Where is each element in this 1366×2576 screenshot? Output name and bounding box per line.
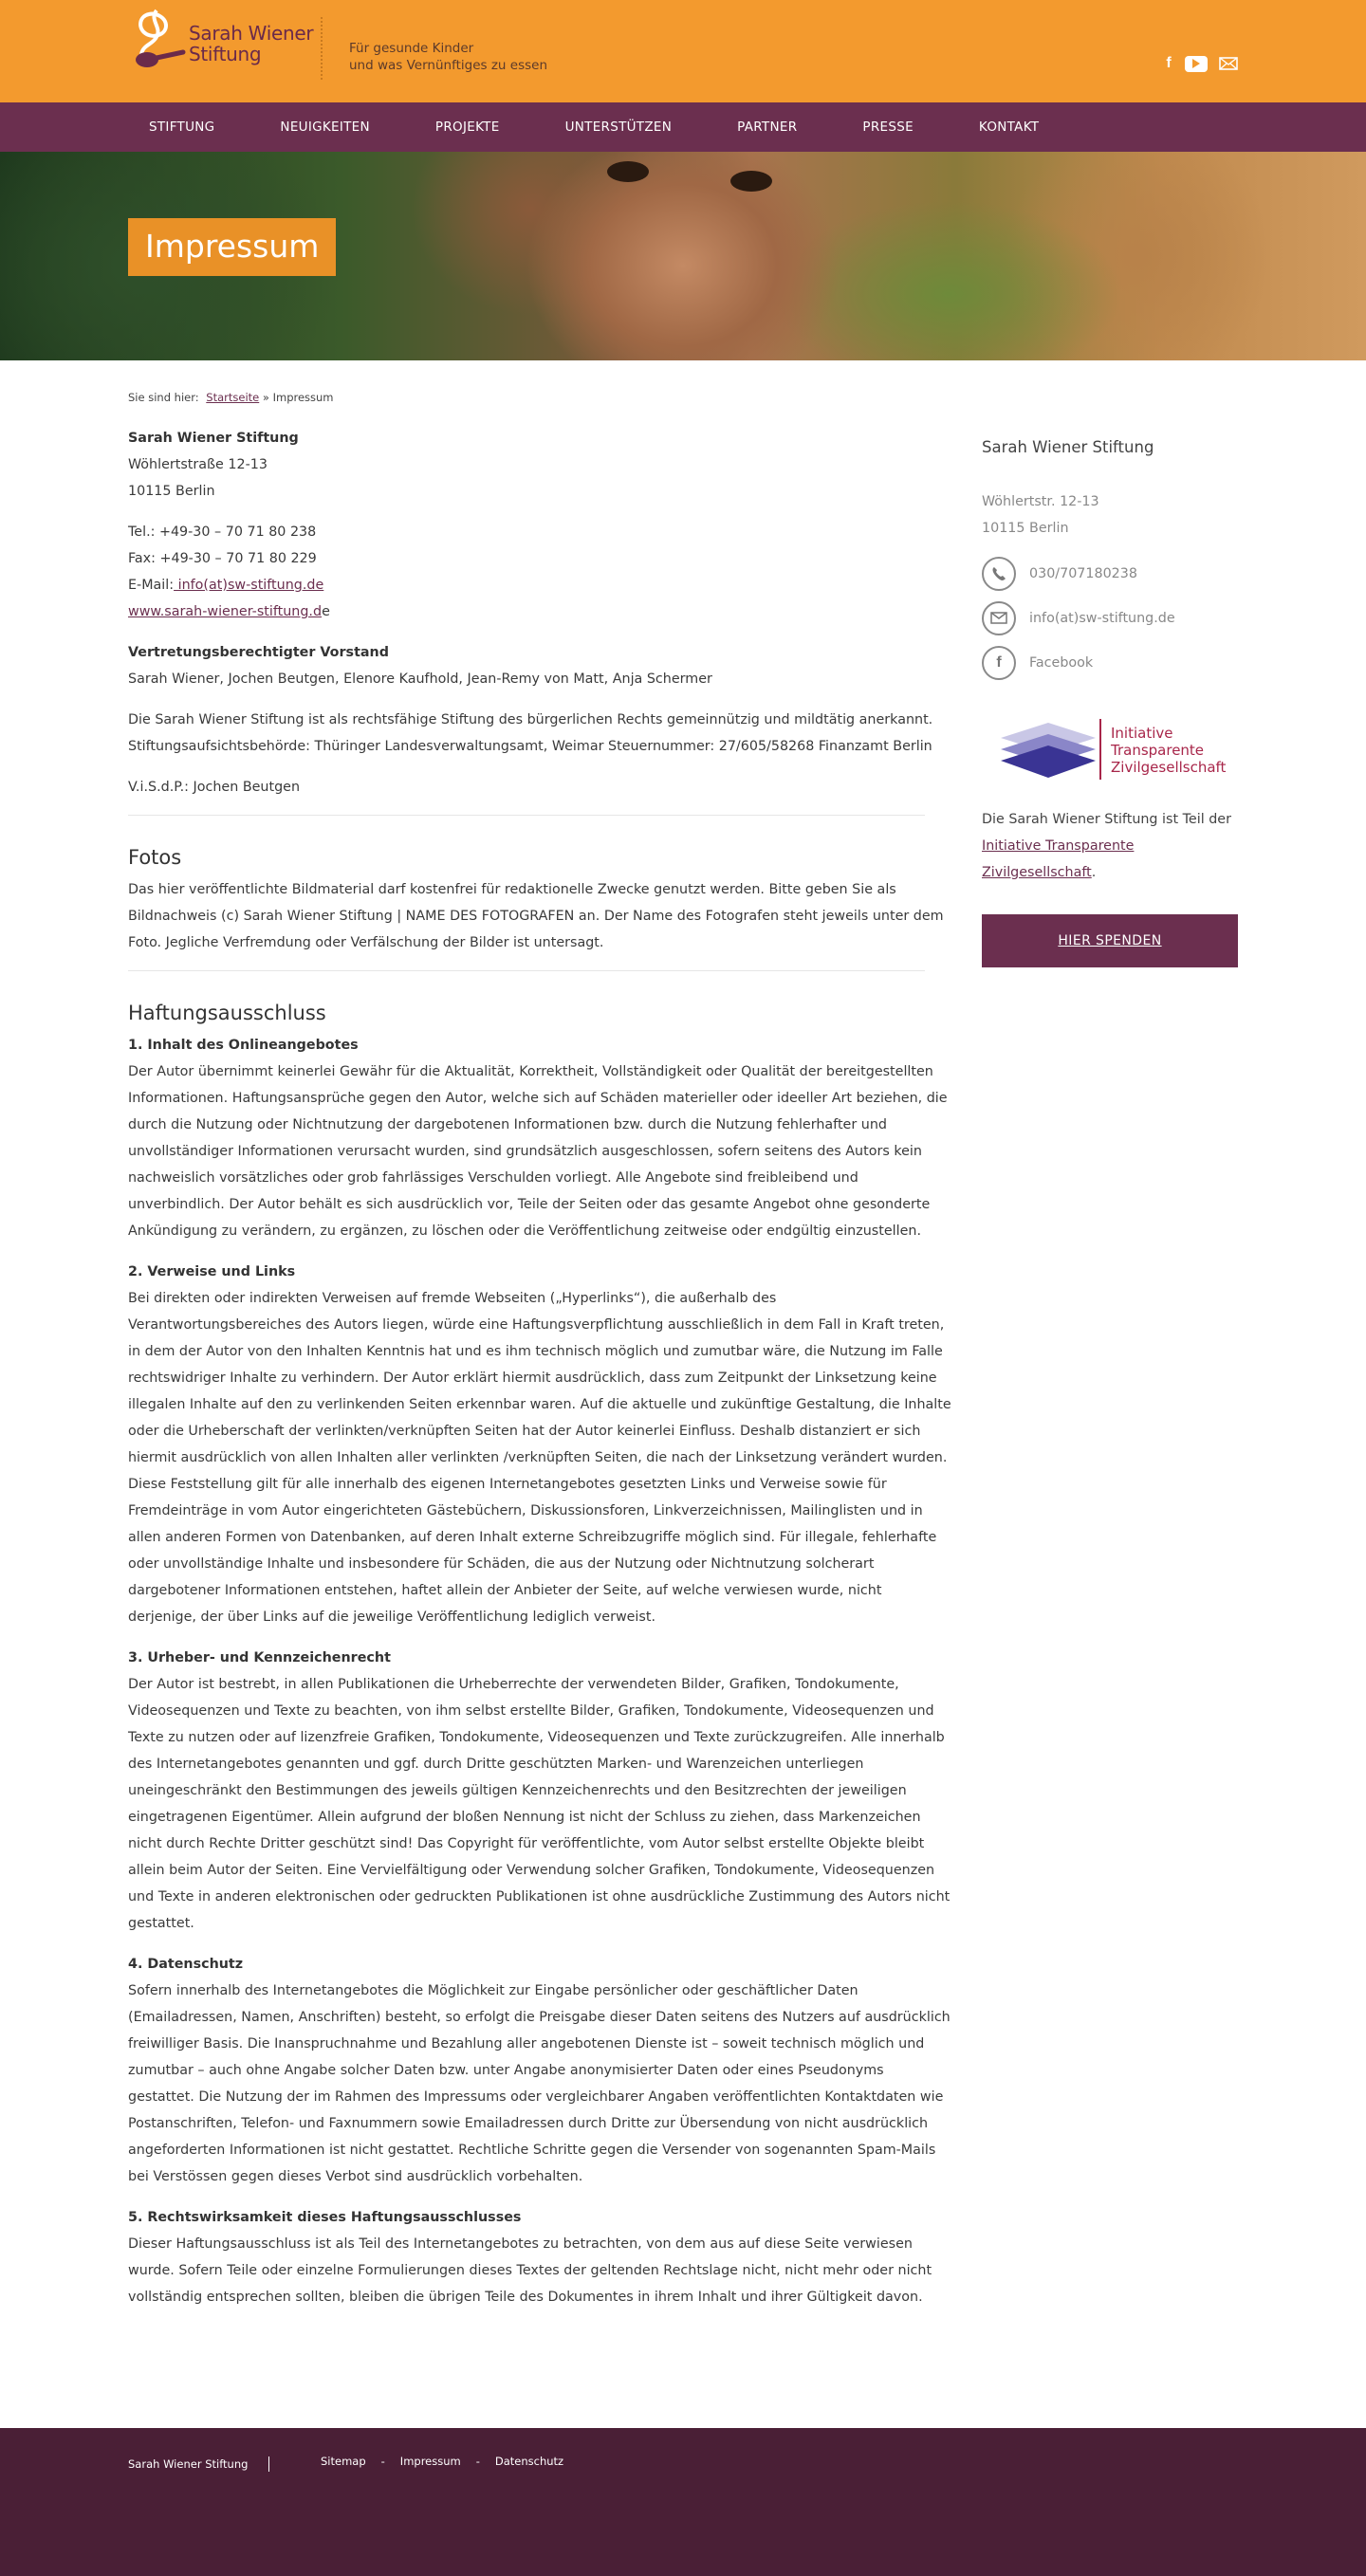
sidebar-phone-row[interactable] [982,551,1238,596]
sidebar-facebook-row[interactable] [982,640,1238,685]
section-4-title: 4. Datenschutz [128,1957,244,1972]
address-block [128,425,953,505]
note-prefix: Die Sarah Wiener Stiftung ist Teil der [982,812,1231,827]
hero-image-detail [730,171,772,192]
donate-button[interactable]: HIER SPENDEN [982,914,1238,967]
footer-link-sitemap[interactable]: Sitemap [321,2455,366,2468]
footer-link-datenschutz[interactable]: Datenschutz [494,2455,564,2468]
main-nav [0,102,1366,152]
sidebar-title: Sarah Wiener Stiftung [982,438,1154,456]
nav-item-stiftung[interactable]: STIFTUNG [149,120,215,135]
legal-line-2: Stiftungsaufsichtsbehörde: Thüringer Landesverwaltungsamt, Weimar Steuernummer: 27/605/58268 Finanzamt Berlin [128,739,932,754]
section-2-text: Bei direkten oder indirekten Verweisen auf fremde Webseiten („Hyperlinks“), die außerhalb des Verantwortungsbereiches des Autors liegen, würde eine Haftungsverpflichtung ausschließlich in dem Fall in Kraft treten, in dem der Autor von den Inhalten Kenntnis hat und es ihm technisch möglich und zumutbar wäre, die Nutzung im Falle rechtswidriger Inhalte zu verhindern. Der Autor erklärt hiermit ausdrücklich, dass zum Zeitpunkt der Linksetzung keine illegalen Inhalte auf den zu verlinkenden Seiten erkennbar waren. Auf die aktuelle und zukünftige Gestaltung, die Inhalte oder die Urheberschaft der verlinkten/verknüpften Seiten hat der Autor keinerlei Einfluss. Deshalb distanziert er sich hiermit ausdrücklich von allen Inhalten aller verlinkten /verknüpften Seiten, die nach der Linksetzung verändert wurden. Diese Feststellung gilt für alle innerhalb des eigenen Internetangebotes gesetzten Links und Verweise sowie für Fremdeinträge in vom Autor eingerichteten Gästebüchern, Diskussionsforen, Linkverzeichnissen, Mailinglisten und in allen anderen Formen von Datenbanken, auf deren Inhalt externe Schreibzugriffe möglich sind. Für illegale, fehlerhafte oder unvollständige Inhalte und insbesondere für Schäden, die aus der Nutzung oder Nichtnutzung solcherart dargebotener Informationen entstehen, haftet allein der Anbieter der Seite, auf welche verwiesen wurde, nicht derjenige, der über Links auf die jeweilige Veröffentlichung lediglich verweist. [128,1291,951,1625]
divider [128,970,925,971]
section-2-title: 2. Verweise und Links [128,1264,296,1279]
breadcrumb [128,391,334,404]
legal-line-1: Die Sarah Wiener Stiftung ist als rechtsfähige Stiftung des bürgerlichen Rechts gemeinnützig und mildtätig anerkannt. [128,712,933,727]
section-5-title: 5. Rechtswirksamkeit dieses Haftungsausschlusses [128,2210,522,2225]
board-members: Sarah Wiener, Jochen Beutgen, Elenore Kaufhold, Jean-Remy von Matt, Anja Schermer [128,672,712,687]
page-title: Impressum [128,218,336,276]
social-links [1164,55,1238,72]
nav-item-projekte[interactable]: PROJEKTE [434,120,500,135]
org-street: Wöhlertstraße 12-13 [128,457,268,472]
sidebar-street: Wöhlertstr. 12-13 [982,494,1099,509]
nav-item-neuigkeiten[interactable]: NEUIGKEITEN [280,120,370,135]
facebook-icon[interactable]: f [1166,55,1172,71]
sidebar-email: info(at)sw-stiftung.de [1029,610,1175,626]
nav-item-unterstuetzen[interactable]: UNTERSTÜTZEN [564,120,673,135]
fax-line: Fax: +49-30 – 70 71 80 229 [128,551,317,566]
youtube-icon[interactable] [1185,56,1208,72]
sidebar [982,438,1238,967]
section-5-text: Dieser Haftungsausschluss ist als Teil des Internetangebotes zu betrachten, von dem aus auf diese Seite verwiesen wurde. Sofern Teile oder einzelne Formulierungen dieses Textes der geltenden Rechtslage nicht, nicht mehr oder nicht vollständig entsprechen sollten, bleiben die übrigen Teile des Dokumentes in ihrem Inhalt und ihrer Gültigkeit davon. [128,2236,932,2305]
sidebar-address [982,488,1238,542]
photos-text: Das hier veröffentlichte Bildmaterial darf kostenfrei für redaktionelle Zwecke genutzt werden. Bitte geben Sie als Bildnachweis (c) Sarah Wiener Stiftung | NAME DES FOTOGRAFEN an. Der Name des Fotografen steht jeweils unter dem Foto. Jegliche Verfremdung oder Verfälschung der Bilder ist untersagt. [128,882,944,950]
site-logo[interactable] [128,6,318,82]
site-tagline [321,17,547,80]
sidebar-facebook: Facebook [1029,654,1094,671]
itz-logo[interactable] [982,719,1238,789]
footer-links [321,2455,563,2468]
breadcrumb-home-link[interactable]: Startseite [206,391,260,404]
itz-line-2: Transparente [1111,742,1205,759]
logo-spoon-icon [128,7,187,81]
board-block [128,639,953,692]
itz-layers-icon [991,719,1105,785]
legal-block [128,707,953,760]
phone-icon [982,557,1016,591]
section-3-text: Der Autor ist bestrebt, in allen Publikationen die Urheberrechte der verwendeten Bilder, Grafiken, Tondokumente, Videosequenzen und Texte zu beachten, von ihm selbst erstellte Bilder, Grafiken, Tondokumente, Videosequenzen und Texte zu nutzen oder auf lizenzfreie Grafiken, Tondokumente, Videosequenzen und Texte zurückzugreifen. Alle innerhalb des Internetangebotes genannten und ggf. durch Dritte geschützten Marken- und Warenzeichen unterliegen uneingeschränkt den Bestimmungen des jeweils gültigen Kennzeichenrechts und den Besitzrechten der jeweiligen eingetragenen Eigentümer. Allein aufgrund der bloßen Nennung ist nicht der Schluss zu ziehen, dass Markenzeichen nicht durch Rechte Dritter geschützt sind! Das Copyright für veröffentlichte, vom Autor selbst erstellte Objekte bleibt allein beim Autor der Seiten. Eine Vervielfältigung oder Verwendung solcher Grafiken, Tondokumente, Videosequenzen und Texte in anderen elektronischen oder gedruckten Publikationen ist ohne ausdrückliche Zustimmung des Autors nicht gestattet. [128,1677,951,1931]
section-3-title: 3. Urheber- und Kennzeichenrecht [128,1650,391,1665]
sidebar-phone: 030/707180238 [1029,565,1137,581]
site-header [0,0,1366,102]
contact-block [128,519,953,625]
email-label: E-Mail: [128,578,175,593]
visdp: V.i.S.d.P.: Jochen Beutgen [128,780,301,795]
nav-item-kontakt[interactable]: KONTAKT [978,120,1040,135]
nav-item-presse[interactable]: PRESSE [862,120,914,135]
itz-text [1111,725,1226,776]
board-heading: Vertretungsberechtigter Vorstand [128,645,389,660]
breadcrumb-prefix: Sie sind hier: [128,391,199,404]
section-4-text: Sofern innerhalb des Internetangebotes die Möglichkeit zur Eingabe persönlicher oder geschäftlicher Daten (Emailadressen, Namen, Anschriften) besteht, so erfolgt die Preisgabe dieser Daten seitens des Nutzers auf ausdrücklich freiwilliger Basis. Die Inanspruchnahme und Bezahlung aller angebotenen Dienste ist – soweit technisch möglich und zumutbar – auch ohne Angabe solcher Daten bzw. unter Angabe anonymisierter Daten oder eines Pseudonyms gestattet. Die Nutzung der im Rahmen des Impressums oder vergleichbarer Angaben veröffentlichten Kontaktdaten wie Postanschriften, Telefon- und Faxnummern sowie Emailadressen durch Dritte zur Übersendung von nicht ausdrücklich angeforderten Informationen ist nicht gestattet. Rechtliche Schritte gegen die Versender von sogenannten Spam-Mails bei Verstössen gegen dieses Verbot sind ausdrücklich vorbehalten. [128,1983,951,2184]
tel-line: Tel.: +49-30 – 70 71 80 238 [128,524,317,540]
mail-icon[interactable] [1219,57,1238,70]
hero-banner [0,152,1366,360]
logo-text [189,23,313,64]
note-suffix: . [1091,865,1097,880]
tagline-line-1: Für gesunde Kinder [349,41,474,56]
sidebar-email-row[interactable] [982,596,1238,640]
website-rest: e [322,604,330,619]
logo-line-1: Sarah Wiener [189,22,314,45]
logo-line-2: Stiftung [189,43,262,65]
site-footer [0,2428,1366,2576]
footer-separator: - [380,2455,385,2468]
section-1-text: Der Autor übernimmt keinerlei Gewähr für die Aktualität, Korrektheit, Vollständigkeit oder Qualität der bereitgestellten Informationen. Haftungsansprüche gegen den Autor, welche sich auf Schäden materieller oder ideeller Art beziehen, die durch die Nutzung oder Nichtnutzung der dargebotenen Informationen bzw. durch die Nutzung fehlerhafter und unvollständiger Informationen verursacht wurden, sind grundsätzlich ausgeschlossen, sofern seitens des Autors kein nachweislich vorsätzliches oder grob fahrlässiges Verschulden vorliegt. Alle Angebote sind freibleibend und unverbindlich. Der Autor behält es sich ausdrücklich vor, Teile der Seiten oder das gesamte Angebot ohne gesonderte Ankündigung zu verändern, zu ergänzen, zu löschen oder die Veröffentlichung zeitweise oder endgültig einzustellen. [128,1064,948,1239]
org-city: 10115 Berlin [128,484,215,499]
breadcrumb-separator: » [262,391,269,404]
hero-image-detail [607,161,649,182]
itz-line-1: Initiative [1111,725,1173,742]
breadcrumb-current: Impressum [272,391,334,404]
sidebar-city: 10115 Berlin [982,521,1069,536]
org-name: Sarah Wiener Stiftung [128,431,299,446]
tagline-line-2: und was Vernünftiges zu essen [349,58,548,73]
itz-divider [1099,719,1101,780]
website-link[interactable]: www.sarah-wiener-stiftung.d [128,604,323,619]
photos-heading: Fotos [128,846,182,869]
footer-link-impressum[interactable]: Impressum [399,2455,461,2468]
facebook-icon: f [982,646,1016,680]
footer-separator: - [475,2455,480,2468]
section-1-title: 1. Inhalt des Onlineangebotes [128,1038,359,1053]
email-link[interactable]: info(at)sw-stiftung.de [174,578,324,593]
nav-item-partner[interactable]: PARTNER [737,120,798,135]
sidebar-note [982,806,1238,886]
itz-line-3: Zivilgesellschaft [1111,759,1227,776]
main-content [128,425,953,2325]
disclaimer-heading: Haftungsausschluss [128,1002,326,1024]
divider [128,815,925,816]
envelope-icon [982,601,1016,635]
footer-name: Sarah Wiener Stiftung [128,2456,269,2472]
itz-link[interactable]: Initiative Transparente Zivilgesellschaft [982,838,1135,880]
